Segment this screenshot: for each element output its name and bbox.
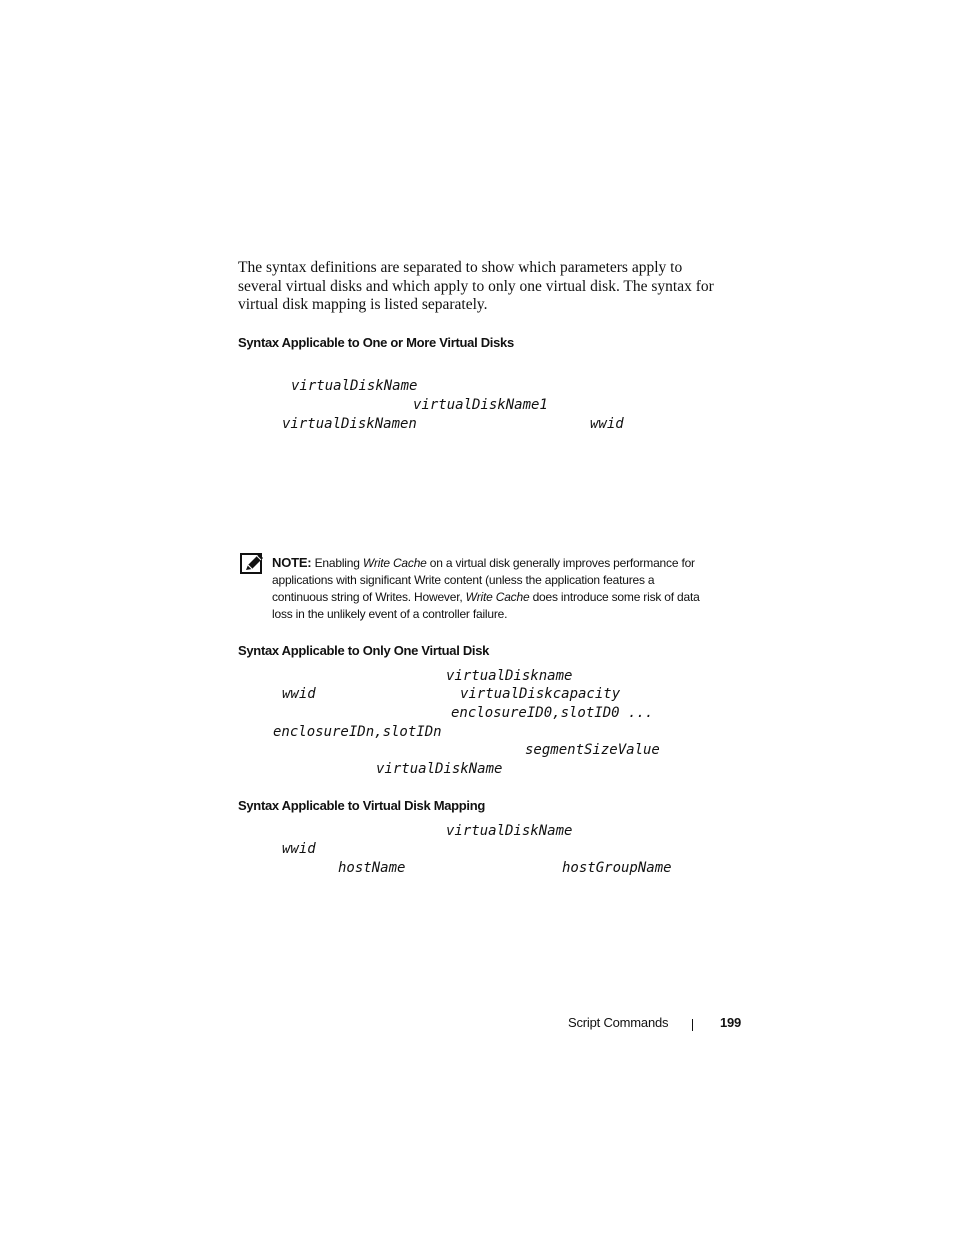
intro-line: virtual disk mapping is listed separately. bbox=[238, 296, 488, 314]
note-line-4: loss in the unlikely event of a controller failure. bbox=[272, 607, 508, 621]
syntax-token: virtualDiskName bbox=[291, 378, 418, 394]
syntax-token: hostName bbox=[338, 860, 406, 876]
note-line-1 bbox=[272, 554, 742, 572]
note-line-3 bbox=[272, 589, 742, 606]
syntax-token: virtualDiskNamen bbox=[282, 416, 417, 432]
syntax-token: enclosureID0,slotID0 ... bbox=[451, 705, 654, 721]
note-label: NOTE: bbox=[272, 555, 312, 570]
syntax-token: virtualDiskname bbox=[446, 668, 573, 684]
intro-paragraph bbox=[238, 259, 738, 315]
note-text: Enabling bbox=[311, 556, 363, 570]
syntax-token: hostGroupName bbox=[562, 860, 672, 876]
pencil-note-icon bbox=[240, 553, 264, 575]
footer-section-title: Script Commands bbox=[568, 1015, 669, 1030]
syntax-token: wwid bbox=[590, 416, 624, 432]
note-text: on a virtual disk generally improves performance for bbox=[426, 556, 695, 570]
intro-line: The syntax definitions are separated to show which parameters apply to bbox=[238, 259, 683, 276]
section-heading-multi: Syntax Applicable to One or More Virtual Disks bbox=[238, 335, 514, 350]
syntax-token: virtualDiskName bbox=[446, 823, 573, 839]
syntax-token: virtualDiskcapacity bbox=[460, 686, 621, 702]
page-number: 199 bbox=[720, 1015, 742, 1030]
syntax-token: segmentSizeValue bbox=[525, 742, 660, 758]
section-heading-single: Syntax Applicable to Only One Virtual Disk bbox=[238, 643, 490, 658]
note-text: continuous string of Writes. However, bbox=[272, 590, 466, 604]
note-text: does introduce some risk of data bbox=[529, 590, 700, 604]
footer-divider bbox=[692, 1019, 693, 1031]
syntax-token: wwid bbox=[282, 686, 316, 702]
note-emphasis: Write Cache bbox=[465, 590, 530, 604]
syntax-token: virtualDiskName1 bbox=[413, 397, 548, 413]
note-line-2: applications with significant Write content (unless the application features a bbox=[272, 573, 655, 587]
syntax-token: virtualDiskName bbox=[376, 761, 503, 777]
intro-line: several virtual disks and which apply to only one virtual disk. The syntax for bbox=[238, 277, 714, 295]
note-block bbox=[272, 554, 742, 623]
syntax-token: enclosureIDn,slotIDn bbox=[273, 724, 442, 740]
syntax-token: wwid bbox=[282, 841, 316, 857]
section-heading-mapping: Syntax Applicable to Virtual Disk Mapping bbox=[238, 798, 486, 813]
note-emphasis: Write Cache bbox=[362, 556, 427, 570]
